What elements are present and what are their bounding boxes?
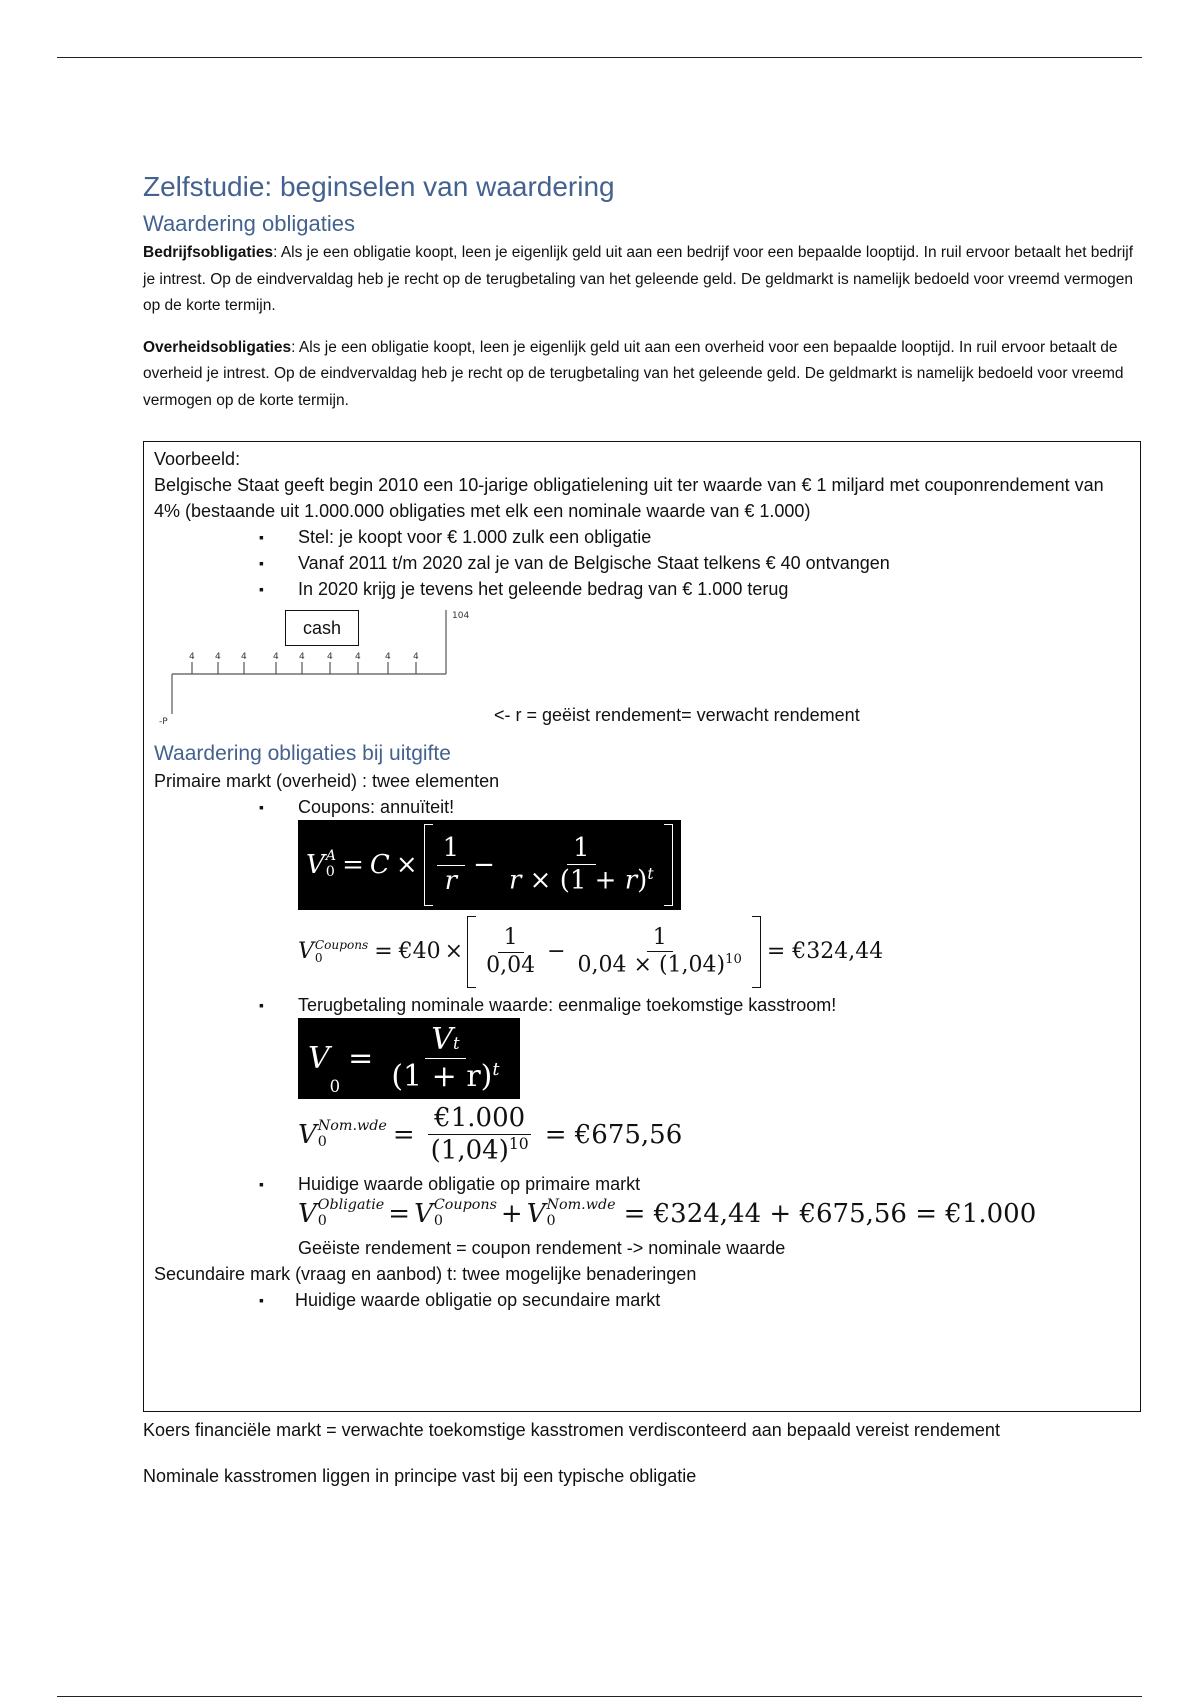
bullet-item: ▪ Vanaf 2011 t/m 2020 zal je van de Belgische Staat telkens € 40 ontvangen <box>154 550 1130 576</box>
bullet-item: ▪ In 2020 krijg je tevens het geleende bedrag van € 1.000 terug <box>154 576 1130 602</box>
formula-present-value: V 0 = $\frac{Vt}{(1 + r)^t}$ <box>298 1018 520 1099</box>
paragraph-text: : Als je een obligatie koopt, leen je eigenlijk geld uit aan een overheid voor een bepaalde looptijd. In ruil ervoor betaalt de overheid je intrest. Op de eindvervaldag heb je recht op de terugbetaling van het geleende geld. De geldmarkt is namelijk bedoeld voor vreemd vermogen op de korte termijn. <box>143 338 1124 409</box>
bullet-huidige-waarde: ▪ Huidige waarde obligatie op primaire markt <box>154 1171 1130 1197</box>
bullet-item: ▪ Stel: je koopt voor € 1.000 zulk een obligatie <box>154 524 1130 550</box>
section-heading: Waardering obligaties <box>143 211 355 236</box>
cash-label-box: cash <box>285 610 359 646</box>
coupon-tick-label: 4 <box>385 652 391 662</box>
subheading-uitgifte: Waardering obligaties bij uitgifte <box>154 742 451 765</box>
primaire-markt: Primaire markt (overheid) : twee elementen <box>154 771 500 791</box>
paragraph-bedrijfsobligaties <box>143 240 1143 320</box>
formula-annuity: V A 0 = C × $\frac{1}{r}$ − $\frac{1}{r \times (1 + r)^t}$ <box>298 820 681 910</box>
paragraph-text: : Als je een obligatie koopt, leen je eigenlijk geld uit aan een bedrijf voor een bepaalde looptijd. In ruil ervoor betaalt het bedrijf je intrest. Op de eindvervaldag heb je recht op de terugbetaling van het geleende geld. De geldmarkt is namelijk bedoeld voor vreemd vermogen op de korte termijn. <box>143 244 1134 314</box>
example-box <box>143 441 1141 1412</box>
term-bold: Bedrijfsobligaties <box>143 244 274 261</box>
formula-total-value: V Obligatie 0 = V Coupons 0 + V Nom.wde 0 = €324,44 + €675,56 = €1.000 <box>298 1197 1037 1230</box>
bullet-terugbetaling: ▪ Terugbetaling nominale waarde: eenmalige toekomstige kasstroom! <box>154 992 1130 1018</box>
page-title: Zelfstudie: beginselen van waardering <box>143 171 615 202</box>
formula-nominal-value: V Nom.wde 0 = $\frac{€1.000}{(1,04)^{10}}$ = €675,56 <box>298 1103 683 1166</box>
geeist-rendement: Geëiste rendement = coupon rendement -> nominale waarde <box>298 1238 786 1259</box>
bullet-secundaire: ▪ Huidige waarde obligatie op secundaire markt <box>154 1287 1130 1313</box>
top-rule <box>57 57 1142 58</box>
coupon-tick-label: 4 <box>215 652 221 662</box>
paragraph-overheidsobligaties <box>143 335 1143 415</box>
coupon-tick-label: 4 <box>355 652 361 662</box>
cashflow-diagram <box>154 606 1130 736</box>
coupon-tick-label: 4 <box>273 652 279 662</box>
cashflow-caption: <- r = geëist rendement= verwacht rendement <box>494 705 860 725</box>
secundaire-markt: Secundaire mark (vraag en aanbod) t: twee mogelijke benaderingen <box>154 1264 697 1285</box>
koers-statement: Koers financiële markt = verwachte toekomstige kasstromen verdisconteerd aan bepaald vereist rendement <box>143 1420 1000 1440</box>
start-label: -P <box>159 717 168 727</box>
coupon-tick-label: 4 <box>189 652 195 662</box>
document-body <box>143 170 1143 414</box>
coupon-tick-label: 4 <box>299 652 305 662</box>
coupon-tick-label: 4 <box>241 652 247 662</box>
coupon-ticks <box>189 652 419 674</box>
final-label: 104 <box>452 611 470 621</box>
box-intro: Belgische Staat geeft begin 2010 een 10-jarige obligatielening uit ter waarde van € 1 miljard met couponrendement van 4% (bestaande uit 1.000.000 obligaties met elk een nominale waarde van € 1.000) <box>154 475 1104 521</box>
formula-symbol: V <box>306 850 325 880</box>
formula-coupons-value: V Coupons 0 = €40 × $\frac{1}{0,04}$ − $\frac{1}{0,04 \times (1,04)^{10}}$ = €324,44 <box>298 916 1130 988</box>
bottom-rule <box>57 1696 1142 1697</box>
bullet-coupons: ▪ Coupons: annuïteit! <box>154 794 1130 820</box>
closing-text <box>143 1416 1143 1490</box>
nominale-statement: Nominale kasstromen liggen in principe vast bij een typische obligatie <box>143 1466 697 1486</box>
box-label: Voorbeeld: <box>154 449 241 469</box>
term-bold: Overheidsobligaties <box>143 338 292 356</box>
coupon-tick-label: 4 <box>327 652 333 662</box>
coupon-tick-label: 4 <box>413 652 419 662</box>
